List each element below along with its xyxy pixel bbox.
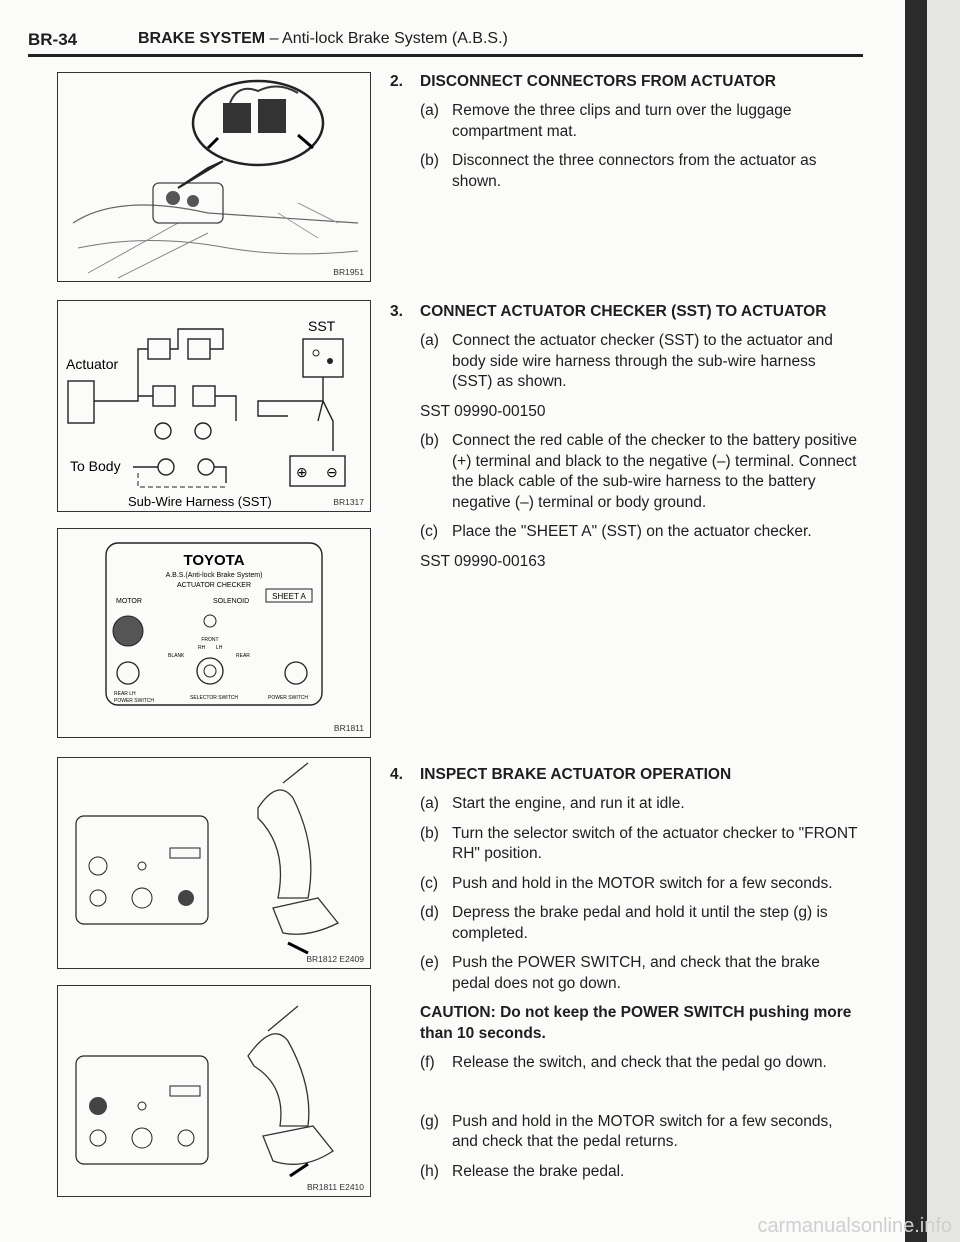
motor-label: MOTOR — [116, 598, 142, 605]
step-title: INSPECT BRAKE ACTUATOR OPERATION — [420, 766, 732, 783]
sub-letter: (g) — [420, 1113, 439, 1130]
step-4b — [390, 824, 860, 865]
figure-wiring-diagram — [57, 300, 371, 512]
sub-text: Start the engine, and run it at idle. — [452, 795, 685, 813]
step-4a — [390, 794, 860, 814]
step-2 — [390, 72, 860, 192]
watermark: carmanualsonline.info — [757, 1215, 952, 1237]
front-label: FRONT — [201, 637, 219, 643]
blank-label: BLANK — [168, 653, 185, 659]
label-actuator: Actuator — [66, 356, 119, 372]
sub-letter: (e) — [420, 954, 439, 972]
actuator-connectors-illustration — [58, 73, 372, 283]
sub-letter: (b) — [420, 152, 439, 170]
figure-pedal-release — [57, 985, 371, 1197]
rear-label: REAR — [236, 653, 250, 659]
page-title-rest: – Anti-lock Brake System (A.B.S.) — [265, 30, 508, 47]
sub-text: Push the POWER SWITCH, and check that the brake pedal does not go down. — [452, 954, 820, 992]
rh-label: RH — [198, 645, 206, 651]
figure-code: BR1811 E2410 — [306, 1182, 364, 1192]
binding-shadow — [905, 0, 927, 1242]
pedal-press-illustration — [58, 758, 372, 970]
step-2-heading — [390, 72, 860, 92]
step-4e — [390, 953, 860, 994]
label-sst: SST — [308, 318, 336, 334]
sub-letter: (h) — [420, 1162, 439, 1180]
sub-letter: (a) — [420, 795, 439, 813]
lh-label: LH — [216, 645, 223, 651]
sub-text: Connect the red cable of the checker to the battery positive (+) terminal and black to the negative (–) terminal. Connect the black cable of the sub-wire harness to the battery negative (–) terminal or body ground. — [452, 432, 857, 511]
page-number: BR-34 — [28, 30, 78, 49]
selector-switch-label: SELECTOR SWITCH — [190, 695, 238, 701]
sub-text: Turn the selector switch of the actuator checker to "FRONT RH" position. — [452, 824, 858, 863]
sub-letter: (a) — [420, 332, 439, 350]
step-number: 2. — [390, 73, 403, 90]
step-4c — [390, 874, 860, 894]
checker-system: A.B.S.(Anti-lock Brake System) — [165, 572, 263, 579]
page-edge — [927, 0, 960, 1242]
step-4d — [390, 903, 860, 944]
sub-text: Disconnect the three connectors from the actuator as shown. — [452, 152, 817, 190]
page-title — [138, 30, 508, 48]
wiring-diagram — [58, 301, 372, 513]
step-3-heading — [390, 302, 860, 322]
label-sub-wire-harness: Sub-Wire Harness (SST) — [128, 494, 272, 509]
step-4-continued — [390, 1112, 860, 1182]
step-4h — [390, 1162, 860, 1182]
step-2a — [390, 101, 860, 142]
step-title: DISCONNECT CONNECTORS FROM ACTUATOR — [420, 73, 776, 90]
sub-text: Release the switch, and check that the pedal go down. — [452, 1053, 827, 1071]
step-3b — [390, 431, 860, 513]
svg-text:⊖: ⊖ — [326, 464, 338, 480]
sheet-label: SHEET A — [272, 592, 306, 601]
step-4g — [390, 1112, 860, 1153]
step-3c — [390, 522, 860, 542]
sub-text: Push and hold in the MOTOR switch for a few seconds. — [452, 874, 833, 892]
power-switch-left-label: POWER SWITCH — [114, 698, 154, 704]
sub-letter: (c) — [420, 523, 439, 541]
figure-code: BR1951 — [333, 267, 364, 277]
sub-letter: (c) — [420, 874, 439, 892]
power-switch-right-label: POWER SWITCH — [268, 695, 308, 701]
checker-device: ACTUATOR CHECKER — [176, 582, 252, 589]
sub-text: Place the "SHEET A" (SST) on the actuator checker. — [452, 523, 812, 541]
figure-code: BR1811 — [333, 723, 364, 733]
figure-actuator-connectors — [57, 72, 371, 282]
sub-letter: (b) — [420, 432, 439, 450]
step-number: 3. — [390, 303, 403, 320]
sub-text: Connect the actuator checker (SST) to the actuator and body side wire harness through the sub-wire harness (SST) as shown. — [452, 332, 833, 391]
sub-text: Release the brake pedal. — [452, 1162, 625, 1180]
step-4f — [390, 1053, 860, 1073]
label-to-body: To Body — [70, 458, 121, 474]
sst-number-1: SST 09990-00150 — [420, 402, 546, 420]
sub-letter: (a) — [420, 102, 439, 120]
sub-text: Push and hold in the MOTOR switch for a few seconds, and check that the pedal returns. — [452, 1113, 833, 1151]
page-header — [28, 28, 863, 57]
page-title-bold: BRAKE SYSTEM — [138, 30, 266, 47]
rear-lh-label: REAR LH — [114, 691, 136, 697]
solenoid-label: SOLENOID — [213, 598, 250, 605]
pedal-release-illustration — [58, 986, 372, 1198]
step-number: 4. — [390, 766, 403, 783]
sub-letter: (d) — [420, 904, 439, 922]
step-title: CONNECT ACTUATOR CHECKER (SST) TO ACTUATOR — [420, 303, 827, 320]
sub-letter: (b) — [420, 824, 439, 842]
sub-text: Depress the brake pedal and hold it until the step (g) is completed. — [452, 904, 828, 942]
figure-code: BR1317 — [333, 497, 364, 507]
sub-text: Remove the three clips and turn over the luggage compartment mat. — [452, 102, 792, 140]
sst-number-2: SST 09990-00163 — [420, 552, 546, 570]
step-4 — [390, 765, 860, 1073]
caution-note: CAUTION: Do not keep the POWER SWITCH pushing more than 10 seconds. — [420, 1004, 852, 1042]
step-3 — [390, 302, 860, 572]
step-2b — [390, 151, 860, 192]
step-3a — [390, 331, 860, 392]
step-4-heading — [390, 765, 860, 785]
svg-text:⊕: ⊕ — [296, 464, 308, 480]
figure-code: BR1812 E2409 — [306, 954, 364, 964]
checker-panel — [58, 529, 372, 739]
figure-checker-sheet — [57, 528, 371, 738]
sub-letter: (f) — [420, 1053, 435, 1071]
figure-pedal-press — [57, 757, 371, 969]
checker-brand: TOYOTA — [183, 552, 245, 569]
